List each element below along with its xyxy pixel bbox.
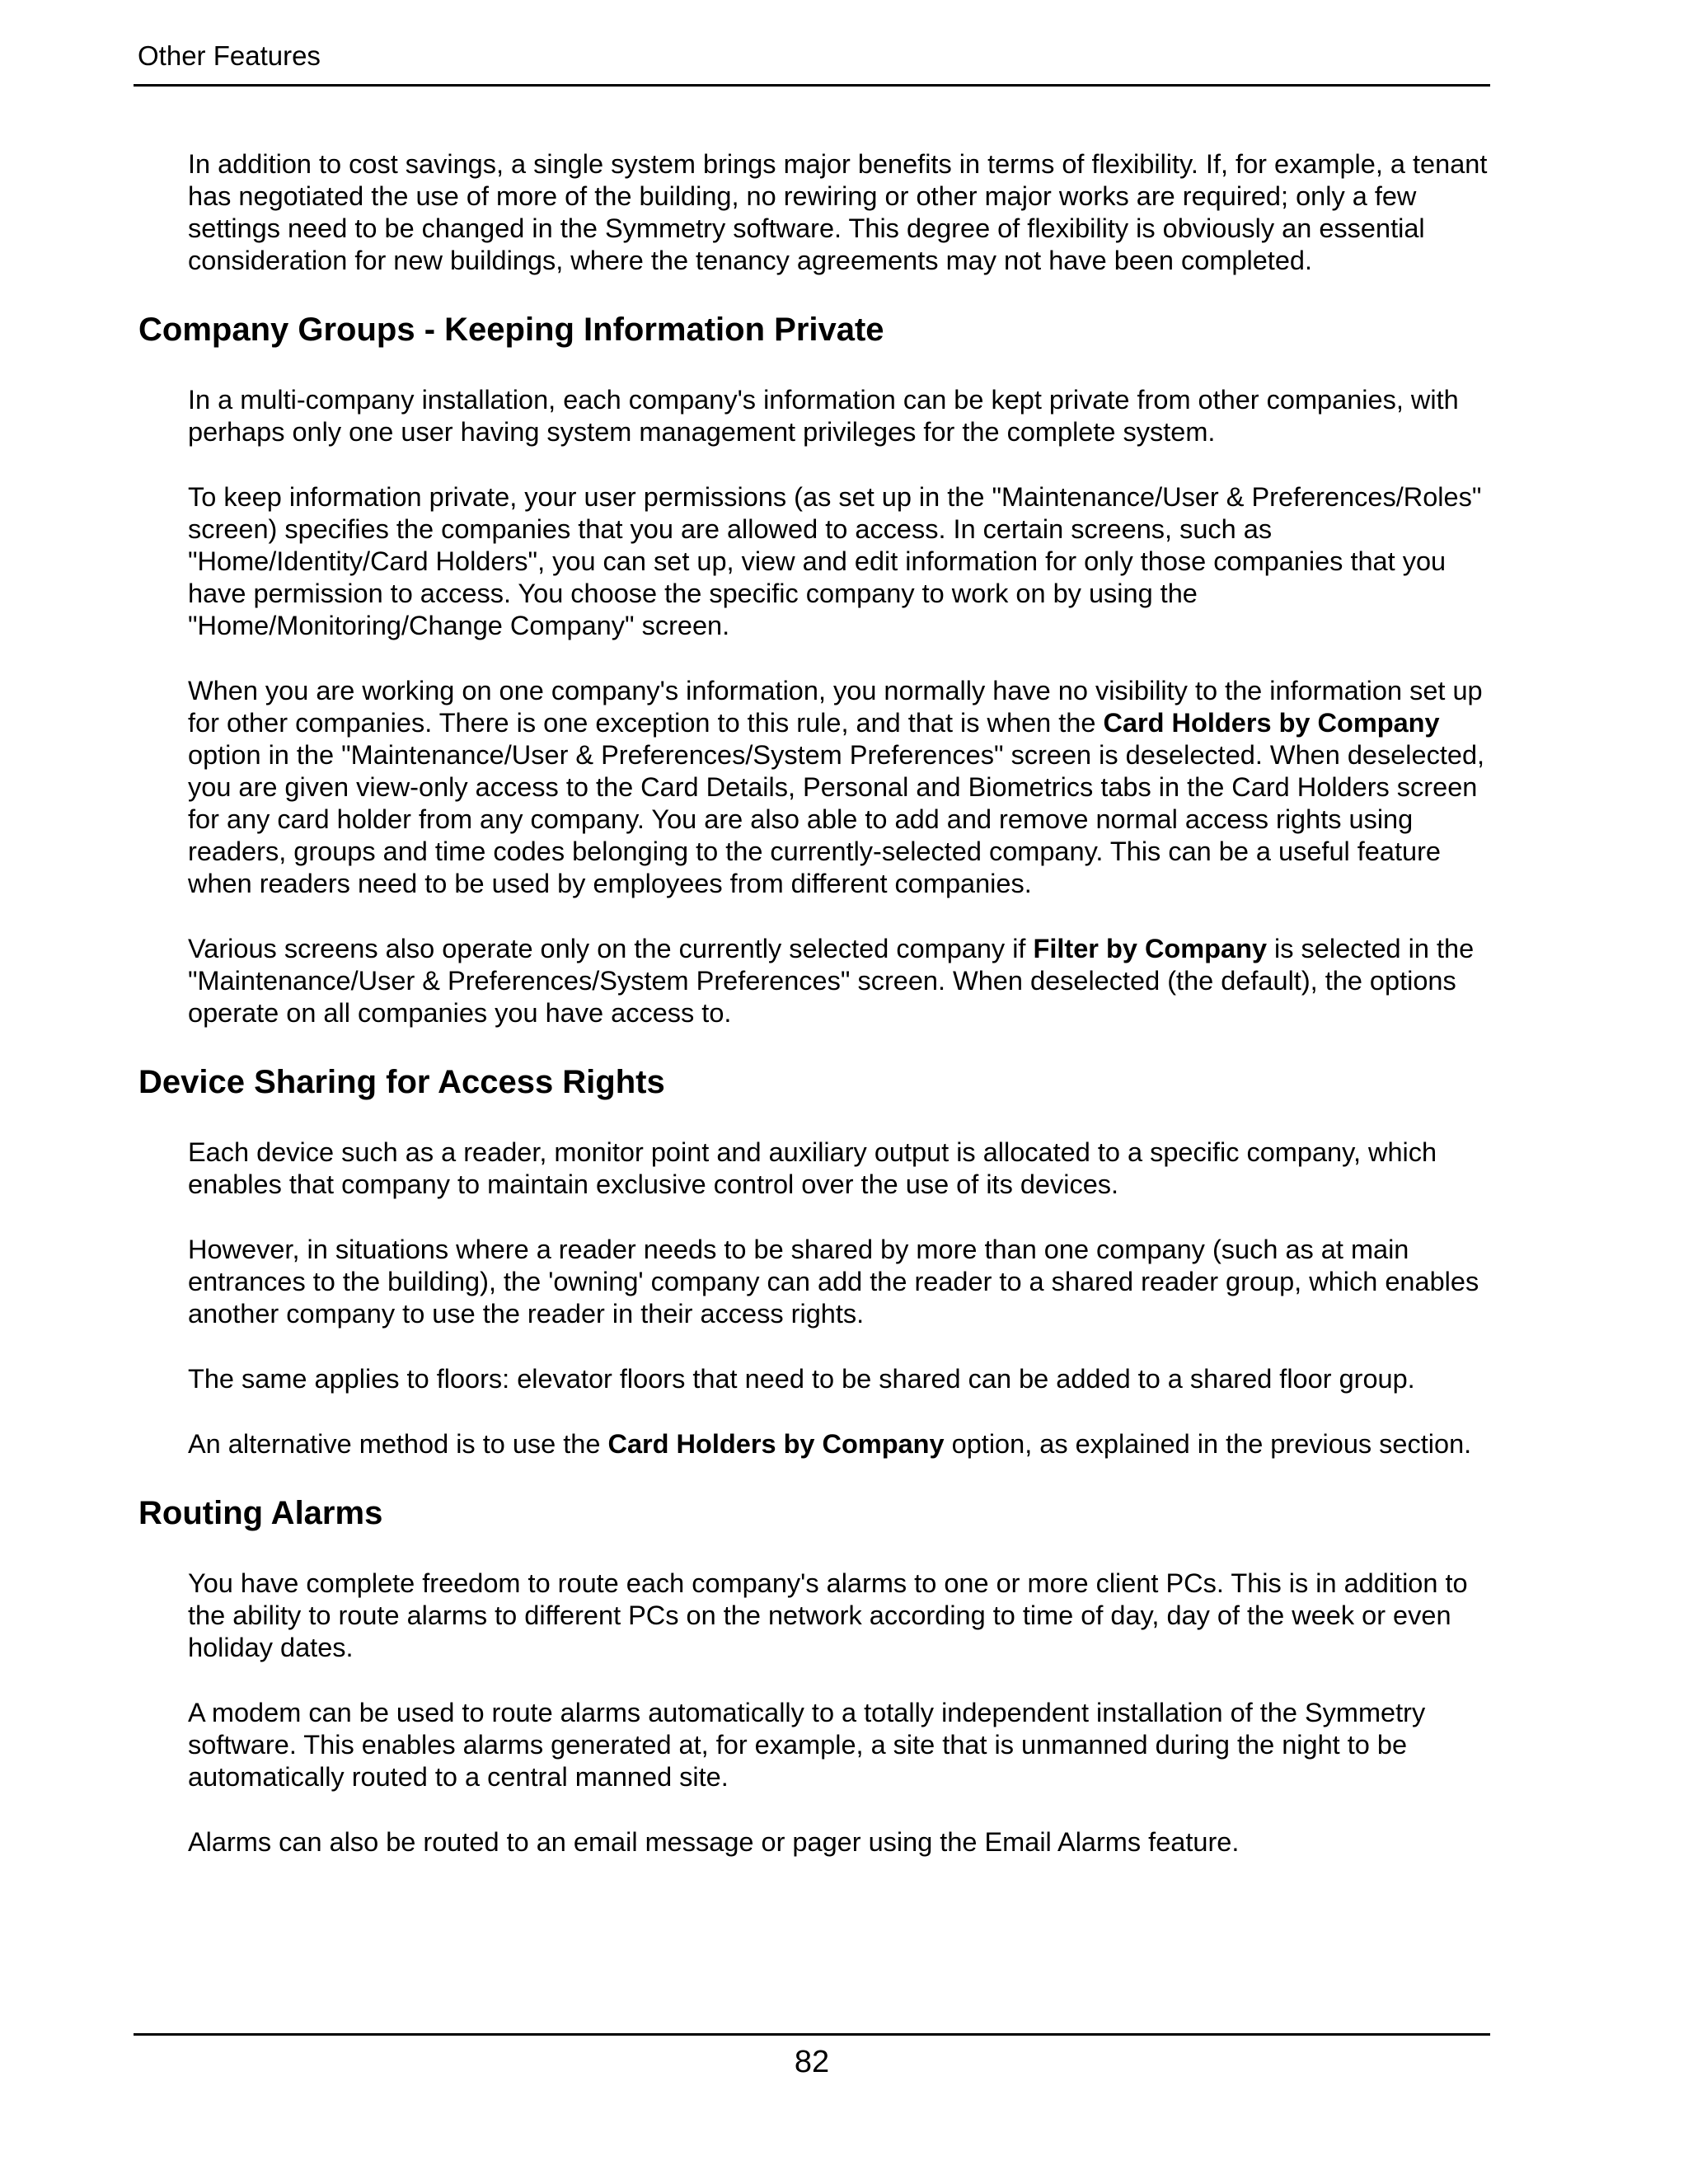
running-header: Other Features: [138, 40, 321, 71]
text-run: Various screens also operate only on the currently selected company if: [188, 934, 1034, 963]
device-sharing-paragraph-3: The same applies to floors: elevator floors that need to be shared can be added to a shared floor group.: [188, 1364, 1415, 1394]
company-groups-paragraph-4: [188, 933, 1490, 1029]
section-heading-routing-alarms: Routing Alarms: [138, 1495, 383, 1531]
page-content: [138, 148, 1490, 1891]
routing-alarms-paragraph-2: A modem can be used to route alarms automatically to a totally independent installation of the Symmetry software. This enables alarms generated at, for example, a site that is unmanned during the night to be automatically routed to a central manned site.: [188, 1698, 1426, 1792]
section-heading-company-groups: Company Groups - Keeping Information Private: [138, 312, 884, 348]
text-run: option, as explained in the previous section.: [944, 1429, 1472, 1459]
device-sharing-paragraph-1: Each device such as a reader, monitor point and auxiliary output is allocated to a specific company, which enables that company to maintain exclusive control over the use of its devices.: [188, 1137, 1437, 1199]
text-run: is selected in the "Maintenance/User & Preferences/System Preferences" screen. When deselected (the default), the options operate on all companies you have access to.: [188, 934, 1475, 1028]
text-run: When you are working on one company's information, you normally have no visibility to the information set up for other companies. There is one exception to this rule, and that is when the: [188, 676, 1483, 738]
section-heading-device-sharing: Device Sharing for Access Rights: [138, 1064, 665, 1100]
company-groups-paragraph-1: In a multi-company installation, each company's information can be kept private from other companies, with perhaps only one user having system management privileges for the complete system.: [188, 385, 1459, 447]
routing-alarms-paragraph-3: Alarms can also be routed to an email message or pager using the Email Alarms feature.: [188, 1827, 1240, 1857]
bold-term-card-holders-by-company: Card Holders by Company: [607, 1429, 945, 1459]
page-number: 82: [794, 2045, 830, 2079]
footer-rule: [134, 2033, 1490, 2036]
intro-paragraph: In addition to cost savings, a single system brings major benefits in terms of flexibility. If, for example, a tenant has negotiated the use of more of the building, no rewiring or other major works are required; only a few settings need to be changed in the Symmetry software. This degree of flexibility is obviously an essential consideration for new buildings, where the tenancy agreements may not have been completed.: [188, 149, 1488, 275]
device-sharing-paragraph-4: [188, 1428, 1490, 1460]
text-run: option in the "Maintenance/User & Preferences/System Preferences" screen is deselected. When deselected, you are given view-only access to the Card Details, Personal and Biometrics tabs in the Card Holders screen for any card holder from any company. You are also able to add and remove normal access rights using readers, groups and time codes belonging to the currently-selected company. This can be a useful feature when readers need to be used by employees from different companies.: [188, 740, 1485, 898]
bold-term-filter-by-company: Filter by Company: [1033, 934, 1268, 963]
text-run: An alternative method is to use the: [188, 1429, 608, 1459]
company-groups-paragraph-3: [188, 675, 1490, 900]
company-groups-paragraph-2: To keep information private, your user permissions (as set up in the "Maintenance/User & Preferences/Roles" screen) specifies the companies that you are allowed to access. In certain screens, such as "Home/Identity/Card Holders", you can set up, view and edit information for only those companies that you have permission to access. You choose the specific company to work on by using the "Home/Monitoring/Change Company" screen.: [188, 482, 1482, 640]
bold-term-card-holders-by-company: Card Holders by Company: [1103, 708, 1440, 738]
routing-alarms-paragraph-1: You have complete freedom to route each company's alarms to one or more client PCs. This is in addition to the ability to route alarms to different PCs on the network according to time of day, day of the week or even holiday dates.: [188, 1568, 1468, 1662]
device-sharing-paragraph-2: However, in situations where a reader needs to be shared by more than one company (such as at main entrances to the building), the 'owning' company can add the reader to a shared reader group, which enables another company to use the reader in their access rights.: [188, 1235, 1479, 1329]
header-rule: [134, 84, 1490, 87]
